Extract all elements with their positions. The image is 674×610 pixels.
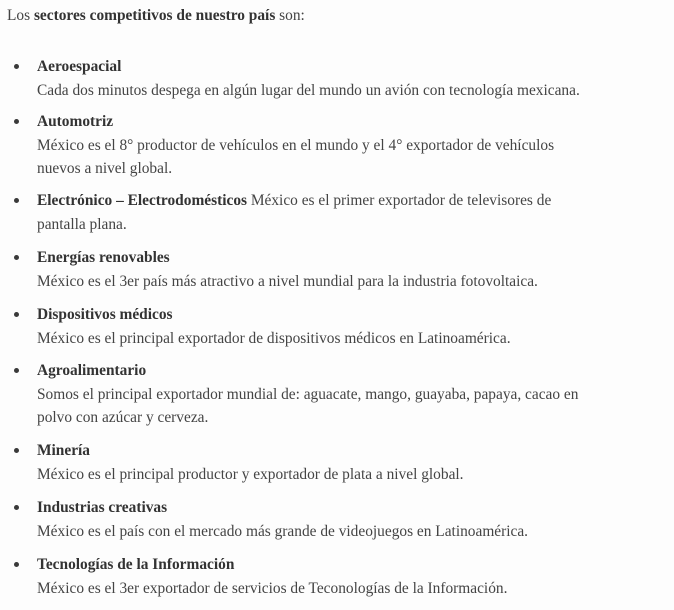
sector-description-line-1: México es el 8° productor de vehículos en el mundo y el 4° exportador de vehículos	[37, 136, 555, 154]
sector-description: México es el 3er exportador de servicios de Teconologías de la Información.	[37, 579, 508, 597]
list-item-text	[37, 110, 647, 181]
sector-line-1	[37, 189, 647, 213]
bullet-icon	[14, 119, 19, 124]
article-content	[7, 0, 667, 597]
sector-description-line-2: nuevos a nivel global.	[37, 160, 173, 177]
bullet-icon	[14, 505, 19, 510]
sector-title: Electrónico – Electrodomésticos	[37, 192, 247, 209]
sector-description: Cada dos minutos despega en algún lugar del mundo un avión con tecnología mexicana.	[37, 81, 580, 99]
intro-prefix: Los	[7, 7, 34, 24]
sector-description: México es el principal productor y exportador de plata a nivel global.	[37, 465, 464, 483]
list-item-text	[37, 496, 647, 543]
bullet-icon	[14, 312, 19, 317]
list-item-text	[37, 55, 647, 102]
bullet-icon	[14, 448, 19, 453]
sector-description: México es el principal exportador de dispositivos médicos en Latinoamérica.	[37, 329, 511, 347]
bullet-icon	[14, 368, 19, 373]
sector-title: Automotriz	[37, 113, 114, 130]
intro-suffix: son:	[275, 7, 305, 24]
sector-description-line-2: pantalla plana.	[37, 215, 127, 233]
bullet-icon	[14, 255, 19, 260]
list-item-text	[37, 189, 647, 236]
sector-title: Aeroespacial	[37, 58, 122, 75]
bullet-icon	[14, 64, 19, 69]
list-item-text	[37, 359, 647, 430]
intro-bold: sectores competitivos de nuestro país	[33, 7, 276, 24]
sector-title: Tecnologías de la Información	[37, 556, 235, 573]
sector-description-line-2: polvo con azúcar y cerveza.	[37, 409, 209, 426]
list-item-text	[37, 553, 647, 600]
sector-title: Industrias creativas	[37, 499, 168, 516]
sector-description: México es el 3er país más atractivo a nivel mundial para la industria fotovoltaica.	[37, 272, 538, 290]
sector-description-line-1: Somos el principal exportador mundial de: aguacate, mango, guayaba, papaya, cacao en	[37, 385, 579, 403]
sector-title: Agroalimentario	[37, 362, 147, 379]
list-item-text	[37, 246, 647, 293]
bullet-icon	[14, 562, 19, 567]
bullet-icon	[14, 198, 19, 203]
sector-title: Dispositivos médicos	[37, 306, 173, 323]
intro-paragraph	[7, 0, 667, 27]
list-item-text	[37, 439, 647, 486]
list-item-text	[37, 303, 647, 350]
sector-title: Minería	[37, 442, 90, 459]
sector-description: México es el país con el mercado más grande de videojuegos en Latinoamérica.	[37, 522, 529, 540]
sector-title: Energías renovables	[37, 249, 170, 266]
sector-description-line-1: México es el primer exportador de televisores de	[247, 192, 552, 209]
